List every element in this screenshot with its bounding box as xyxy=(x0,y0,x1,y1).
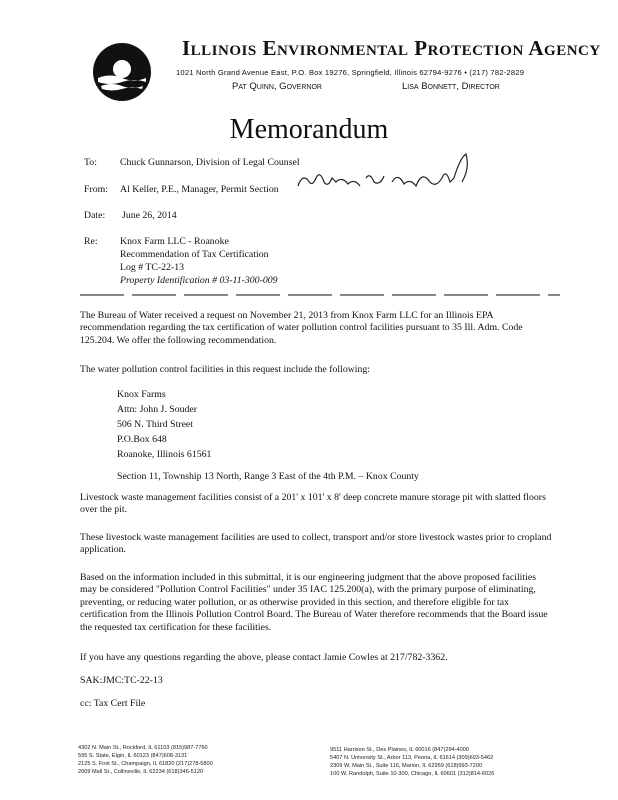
footer-office-left: 2125 S. First St., Champaign, IL 61820 (217)278-5800 xyxy=(78,761,213,767)
memo-title: Memorandum xyxy=(229,114,389,145)
footer-office-left: 595 S. State, Elgin, IL 60123 (847)608-3131 xyxy=(78,753,188,759)
footer-office-right: 100 W. Randolph, Suite 10-300, Chicago, IL 60601 (312)814-6026 xyxy=(330,771,495,777)
date-label: Date: xyxy=(84,210,106,221)
handwritten-signature xyxy=(296,148,476,194)
footer-office-right: 5407 N. University St., Arbor 113, Peoria, IL 61614 (309)693-5462 xyxy=(330,755,494,761)
facilities-intro: The water pollution control facilities in this request include the following: xyxy=(80,364,371,375)
address-line: Attn: John J. Souder xyxy=(117,404,198,415)
recommendation-paragraph: Based on the information included in this submittal, it is our engineering judgment that the above proposed facilities may be considered "Pollution Control Facilities" under 35 IAC 125.200(a), with the primary purpose of eliminating, preventing, or reducing water pollution, or as otherwise provided in this section, and therefore eligible for tax certification from the Illinois Pollution Control Board. The Bureau of Water therefore recommends that the Board issue the requested tax certification for these facilities. xyxy=(80,572,548,633)
address-line: P.O.Box 648 xyxy=(117,434,167,445)
re-line: Log # TC-22-13 xyxy=(120,262,185,273)
from-label: From: xyxy=(84,184,108,195)
intro-paragraph: The Bureau of Water received a request on November 21, 2013 from Knox Farm LLC for an Illinois EPA recommendation regarding the tax certification of water pollution control facilities pursuant to 35 Ill. Adm. Code 125.204. We offer the following recommendation. xyxy=(80,310,523,346)
facility-description: Livestock waste management facilities consist of a 201' x 101' x 8' deep concrete manure storage pit with slatted floors over the pit. xyxy=(80,492,546,516)
footer-office-right: 2309 W. Main St., Suite 116, Marion, IL 62959 (618)993-7200 xyxy=(330,763,483,769)
footer-office-left: 4302 N. Main St., Rockford, IL 61103 (815)987-7760 xyxy=(78,745,208,751)
to-label: To: xyxy=(84,157,97,168)
footer-office-left: 2009 Mall St., Collinsville, IL 62234 (618)346-5120 xyxy=(78,769,204,775)
address-line: Knox Farms xyxy=(117,389,166,400)
agency-name: Illinois Environmental Protection Agency xyxy=(182,36,601,60)
footer-office-right: 9511 Harrison St., Des Plaines, IL 60016 (847)294-4000 xyxy=(330,747,469,753)
agency-address: 1021 North Grand Avenue East, P.O. Box 19276, Springfield, Illinois 62794-9276 • (217) 782-2829 xyxy=(176,68,525,77)
facility-purpose: These livestock waste management facilities are used to collect, transport and/or store livestock wastes prior to cropland application. xyxy=(80,532,552,556)
re-line: Knox Farm LLC - Roanoke xyxy=(120,236,229,247)
agency-seal-logo xyxy=(92,42,152,102)
governor-name: Pat Quinn, Governor xyxy=(232,81,322,92)
re-line: Recommendation of Tax Certification xyxy=(120,249,269,260)
cc-line: cc: Tax Cert File xyxy=(80,698,146,709)
contact-paragraph: If you have any questions regarding the above, please contact Jamie Cowles at 217/782-3362. xyxy=(80,652,448,663)
date-value: June 26, 2014 xyxy=(122,210,177,221)
separator-line xyxy=(80,292,560,298)
to-value: Chuck Gunnarson, Division of Legal Counsel xyxy=(120,157,300,168)
re-label: Re: xyxy=(84,236,98,247)
legal-location: Section 11, Township 13 North, Range 3 East of the 4th P.M. – Knox County xyxy=(117,471,419,482)
re-line: Property Identification # 03-11-300-009 xyxy=(120,275,278,286)
reference-initials: SAK:JMC:TC-22-13 xyxy=(80,675,163,686)
address-line: Roanoke, Illinois 61561 xyxy=(117,449,212,460)
from-value: Al Keller, P.E., Manager, Permit Section xyxy=(120,184,279,195)
director-name: Lisa Bonnett, Director xyxy=(402,81,500,92)
address-line: 506 N. Third Street xyxy=(117,419,194,430)
